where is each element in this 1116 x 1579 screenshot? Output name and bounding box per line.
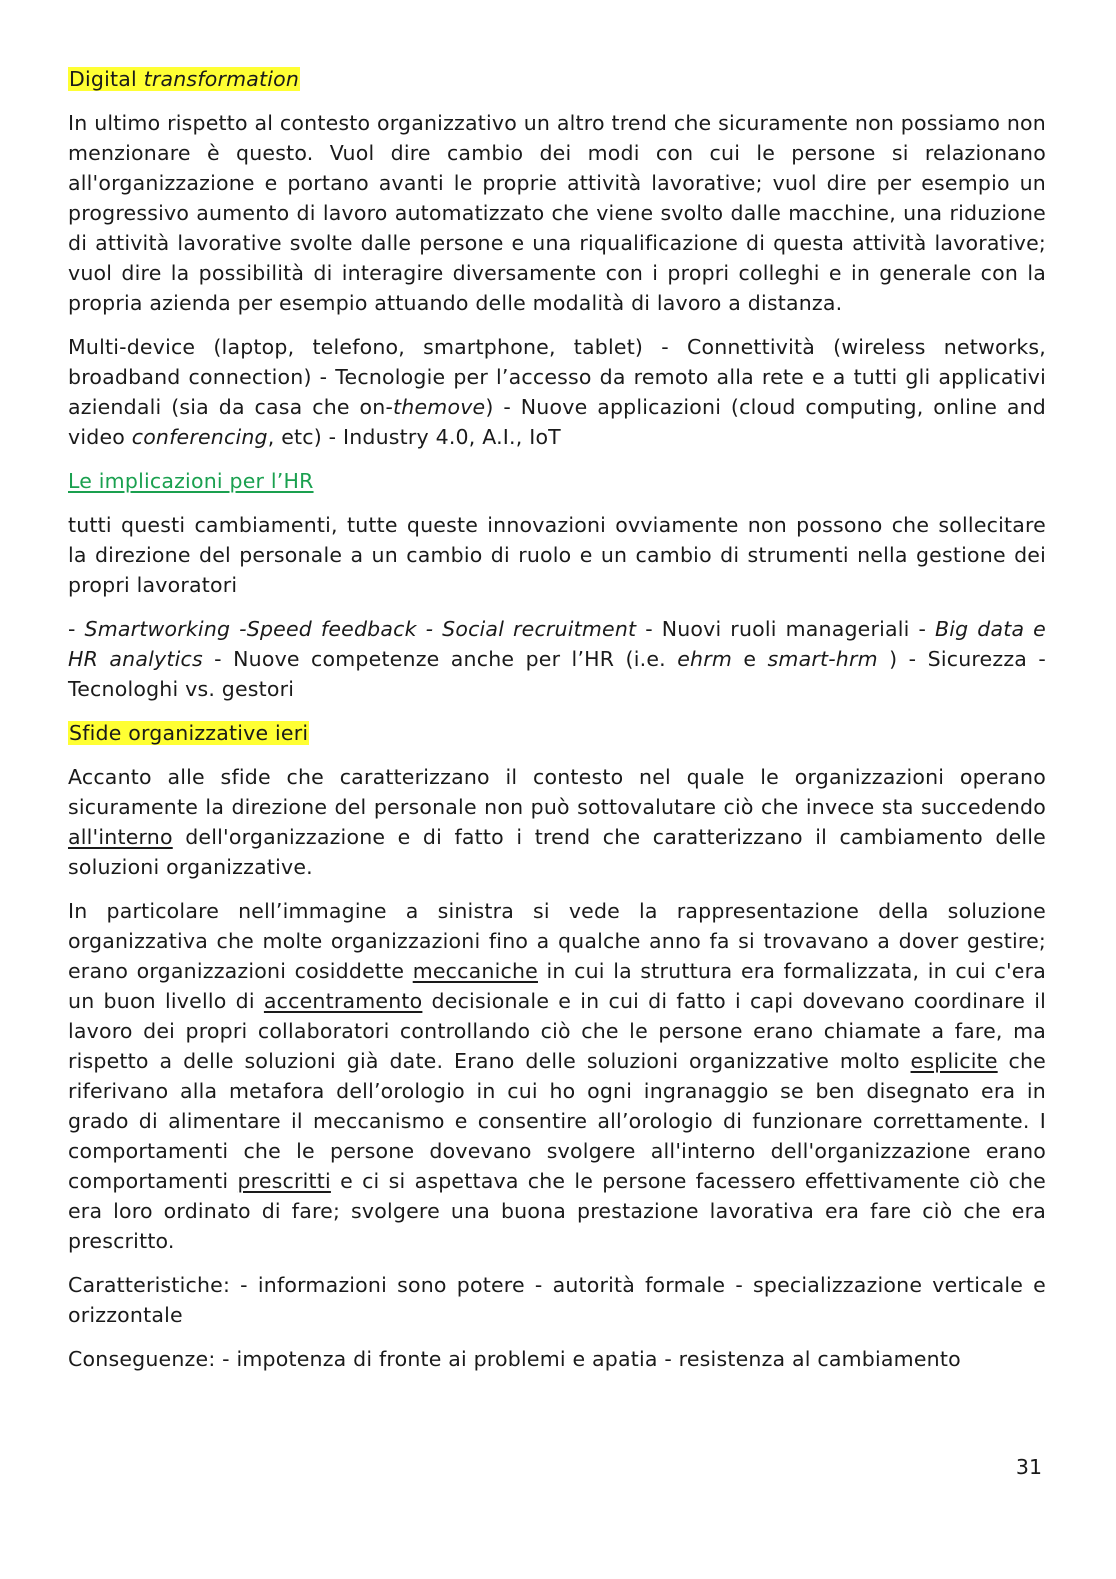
paragraph-digital-intro: In ultimo rispetto al contesto organizzativo un altro trend che sicuramente non possiamo non menzionare è questo. Vuol dire cambio dei modi con cui le persone si relazionano all'organizzazione e portano avanti le proprie attività lavorative; vuol dire per esempio un progressivo aumento di lavoro automatizzato che viene svolto dalle macchine, una riduzione di attività lavorative svolte dalle persone e una riqualificazione di questa attività lavorative; vuol dire la possibilità di interagire diversamente con i propri colleghi e in generale con la propria azienda per esempio attuando delle modalità di lavoro a distanza. [68,111,1046,315]
paragraph-caratteristiche: Caratteristiche: - informazioni sono potere - autorità formale - specializzazione verticale e orizzontale [68,1273,1046,1327]
paragraph-sfide-intro: Accanto alle sfide che caratterizzano il contesto nel quale le organizzazioni operano sicuramente la direzione del personale non può sottovalutare ciò che invece sta succedendo all'interno dell'organizzazione e di fatto i trend che caratterizzano il cambiamento delle soluzioni organizzative. [68,765,1046,879]
paragraph-hr-list: - Smartworking -Speed feedback - Social recruitment - Nuovi ruoli manageriali - Big data e HR analytics - Nuove competenze anche per l’HR (i.e. ehrm e smart-hrm ) - Sicurezza - Tecnologhi vs. gestori [68,617,1046,701]
paragraph-sfide-mechanical: In particolare nell’immagine a sinistra si vede la rappresentazione della soluzione organizzativa che molte organizzazioni fino a qualche anno fa si trovavano a dover gestire; erano organizzazioni cosiddette meccaniche in cui la struttura era formalizzata, in cui c'era un buon livello di accentramento decisionale e in cui di fatto i capi dovevano coordinare il lavoro dei propri collaboratori controllando ciò che le persone erano chiamate a fare, ma rispetto a delle soluzioni già date. Erano delle soluzioni organizzative molto esplicite che riferivano alla metafora dell’orologio in cui ho ogni ingranaggio se ben disegnato era in grado di alimentare il meccanismo e consentire all’orologio di funzionare correttamente. I comportamenti che le persone dovevano svolgere all'interno dell'organizzazione erano comportamenti prescritti e ci si aspettava che le persone facessero effettivamente ciò che era loro ordinato di fare; svolgere una buona prestazione lavorativa era fare ciò che era prescritto. [68,899,1047,1253]
paragraph-digital-technologies: Multi-device (laptop, telefono, smartphone, tablet) - Connettività (wireless networks, broadband connection) - Tecnologie per l’accesso da remoto alla rete e a tutti gli applicativi aziendali (sia da casa che on-themove) - Nuove applicazioni (cloud computing, online and video conferencing, etc) - Industry 4.0, A.I., IoT [68,335,1046,449]
heading-sfide-ieri: Sfide organizzative ieri [69,721,309,745]
heading-digital-transformation [68,64,1046,94]
paragraph-conseguenze: Conseguenze: - impotenza di fronte ai problemi e apatia - resistenza al cambiamento [68,1347,961,1371]
page-number: 31 [1015,1455,1042,1479]
heading-hr-implications: Le implicazioni per l’HR [68,469,314,493]
heading-highlight: Digital transformation [69,67,300,91]
paragraph-hr-changes: tutti questi cambiamenti, tutte queste innovazioni ovviamente non possono che sollecitare la direzione del personale a un cambio di ruolo e un cambio di strumenti nella gestione dei propri lavoratori [68,513,1046,597]
